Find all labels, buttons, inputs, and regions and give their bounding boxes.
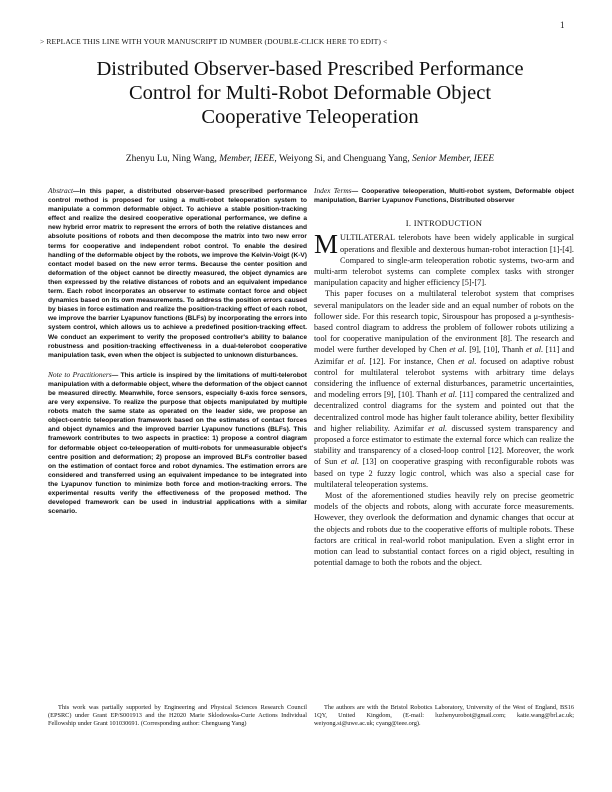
index-terms-text: — Cooperative teleoperation, Multi-robot system, Deformable object manipulation, Barrier Lyapunov Functions, Distributed observer bbox=[314, 188, 574, 205]
et-al: et al. bbox=[347, 356, 366, 366]
intro-p2-h: [13] on cooperative grasping with reconfigurable robots was based on type 2 fuzzy logic control, which was also a special case for multilateral teleoperation systems. bbox=[314, 457, 574, 489]
abstract-text: —In this paper, a distributed observer-based prescribed performance control method is proposed for using a multi-robot teleoperation system to manipulate a common deformable object. To achieve a stable position-tracking effect and realize the desired cooperative operational performance, we define a new hybrid error matrix to represent the errors of both the relative distances and absolute positions of robots and then decompose the matrix into two new error terms for cooperative and independent robot control. To enable the desired handling of the deformable object by the robots, we improve the Kelvin-Voigt (K-V) contact model based on the new error terms. Because the center position and deformation of the object cannot be directly measured, the object dynamics are then expressed by the relative distances of robots and an equivalent impedance term. Each robot incorporates an observer to estimate contact force and object dynamics based on its own measurements. To address the position errors caused by biases in force estimation and realize the position-tracking effect of each robot, we improve the barrier Lyapunov functions (BLFs) by incorporating the errors into system control, which allows us to achieve a predefined position-tracking effect. We conduct an experiment to verify the proposed controller's ability to balance robustness and position-tracking effectiveness in a dual-telerobot cooperative manipulation task, even when the object is subjected to unknown disturbances. bbox=[48, 188, 307, 359]
intro-paragraph-1 bbox=[314, 229, 574, 288]
title-line-3: Cooperative Teleoperation bbox=[201, 106, 419, 128]
intro-p2-f: [11] compared the centralized and decentralized control diagrams for the system and pointed out that the decentralized control mode has higher fault tolerance ability, better flexibility and higher reliability. Azimifar bbox=[314, 390, 574, 433]
author-role-1: Member, IEEE, bbox=[219, 154, 277, 164]
introduction-body bbox=[314, 229, 574, 568]
paper-title bbox=[40, 57, 580, 129]
title-line-2: Control for Multi-Robot Deformable Object bbox=[128, 82, 492, 104]
intro-p2-d: [12]. For instance, Chen bbox=[365, 356, 459, 366]
authors-part-1: Zhenyu Lu, Ning Wang, bbox=[125, 154, 220, 164]
intro-paragraph-2 bbox=[314, 288, 574, 490]
affiliation-footnote-text: The authors are with the Bristol Robotics Laboratory, University of the West of England, BS16 1QY, United Kingdom, (E-mail: luzhenyurobot@gmail.com; katie.wang@brl.ac.uk; weiyong.si@uwe.ac.uk; cyang@ieee.org). bbox=[314, 704, 574, 727]
author-list bbox=[40, 154, 580, 164]
funding-footnote-text: This work was partially supported by Engineering and Physical Sciences Research Council (EPSRC) under Grant EP/S001913 and the H2020 Marie Sklodowska-Curie Actions Individual Fellowship under Grant 101030691. (Corresponding author: Chenguang Yang) bbox=[48, 704, 307, 727]
note-to-practitioners bbox=[48, 370, 307, 517]
practitioners-text: — This article is inspired by the limitations of multi-telerobot manipulation with a deformable object, where the deformation of the object cannot be measured directly. Meanwhile, force sensors, especially 6-axis force sensors, are very expensive. To realize the purpose that objects manipulated by multiple robots match the same state as operated on the leader side, we propose an object-centric teleoperation framework based on the estimates of contact forces and object dynamics and the improved barrier Lyapunov functions (BLFs). This framework contributes to two aspects in practice: 1) propose a control diagram for deformable object co-teleoperation of multi-robots for unmeasurable object's centre position and deformation; 2) propose an improved BLFs controller based on the estimation of contact force and robot dynamics. The estimation errors are considered and transferred using an equivalent impedance to be integrated into the Lyapunov function to minimize both force and motion-tracking errors. The experimental results verify the effectiveness of the proposed method. The developed framework can be used in industrial applications with a similar scenario. bbox=[48, 371, 308, 516]
intro-p2-e: focused on adaptive robust control for multilateral telerobot systems with arbitrary time delays considering the influence of external disturbances, parametric uncertainties, and modeling errors [9], [10]. Thanh bbox=[314, 356, 574, 400]
intro-p2-b: [9], [10], Thanh bbox=[466, 345, 526, 355]
title-line-1: Distributed Observer-based Prescribed Performance bbox=[96, 58, 524, 80]
et-al: et al. bbox=[525, 345, 544, 355]
abstract-label: Abstract bbox=[48, 186, 74, 195]
et-al: et al. bbox=[449, 345, 467, 355]
left-column bbox=[48, 186, 307, 516]
et-al: et al. bbox=[428, 423, 448, 433]
et-al: et al. bbox=[458, 356, 477, 366]
intro-p2-g: discussed system transparency and proposed a force estimator to estimate the external force which can realize the stability and transparency of a closed-loop control [12]. Moreover, the work of Sun bbox=[314, 423, 574, 467]
section-heading-introduction: I. INTRODUCTION bbox=[405, 218, 483, 229]
intro-p2-a: This paper focuses on a multilateral telerobot system that comprises several manipulators on the leader side and an equal number of robots on the follower side. For this research topic, Sirouspour has proposed a μ-synthesis-based control diagram to address the problem of follower robots utilizing a tool for cooperative manipulation of the environment [8]. The research and model were further developed by Chen bbox=[314, 289, 574, 355]
intro-paragraph-3: Most of the aforementioned studies heavily rely on precise geometric models of the objects and robots, along with accurate force measurements. However, they overlook the deformation and dynamic changes that occur at the objects and robots due to the cooperative efforts of multiple robots. These factors are critical in real-world robot manipulation. Even a slight error in motion can lead to substantial contact forces on a rigid object, resulting in potential damage to both the robots and the object. bbox=[314, 491, 574, 568]
author-role-2: Senior Member, IEEE bbox=[412, 154, 495, 164]
intro-p2-c: [11] and Azimifar bbox=[314, 345, 574, 366]
et-al: et al. bbox=[341, 457, 360, 467]
abstract bbox=[48, 186, 307, 360]
funding-footnote bbox=[48, 704, 307, 728]
right-column bbox=[314, 186, 574, 568]
affiliation-footnote bbox=[314, 704, 574, 728]
index-terms bbox=[314, 186, 574, 205]
page-number: 1 bbox=[560, 20, 565, 30]
index-terms-label: Index Terms bbox=[314, 186, 352, 195]
et-al: et al. bbox=[440, 390, 458, 400]
drop-cap: M bbox=[314, 229, 339, 260]
practitioners-label: Note to Practitioners bbox=[48, 369, 112, 379]
manuscript-id-placeholder[interactable]: > REPLACE THIS LINE WITH YOUR MANUSCRIPT ID NUMBER (DOUBLE-CLICK HERE TO EDIT) < bbox=[40, 37, 388, 46]
authors-part-2: Weiyong Si, and Chenguang Yang, bbox=[276, 154, 413, 164]
intro-paragraph-1-text: ULTILATERAL telerobots have been widely applicable in surgical operations and flexible and dexterous human-robot interaction [1]-[4]. Compared to single-arm teleoperation robotic systems, two-arm and multi-arm telerobot systems can complete complex tasks with stronger manipulation capacity and higher efficiency [5]-[7]. bbox=[314, 233, 574, 288]
